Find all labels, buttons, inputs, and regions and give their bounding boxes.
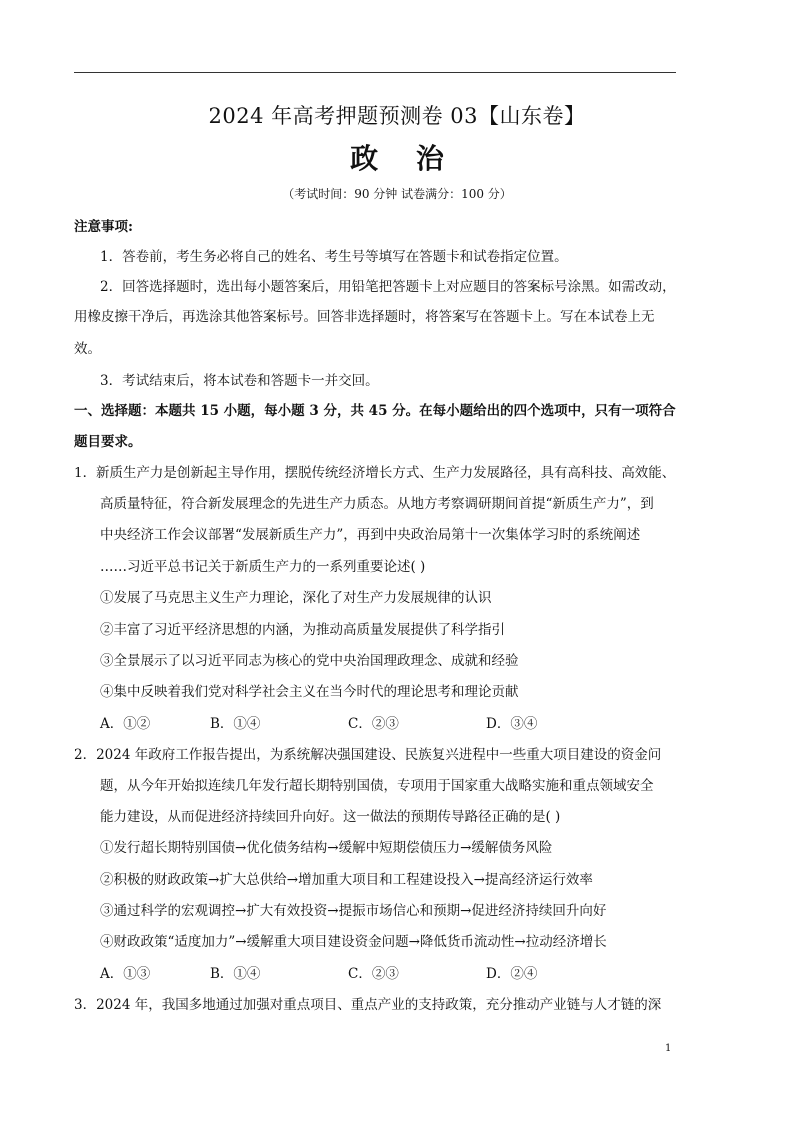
exam-info: （考试时间：90 分钟 试卷满分：100 分） [282,187,512,201]
notice-item-3: 3．考试结束后，将本试卷和答题卡一并交回。 [100,373,379,389]
q3-stem-line-1: 3．2024 年，我国多地通过加强对重点项目、重点产业的支持政策，充分推动产业链与人才链的深 [74,997,662,1013]
subject-title: 政 治 [350,142,458,175]
q2-choice-b[interactable]: B．①④ [210,966,261,982]
q1-statement-1: ①发展了马克思主义生产力理论，深化了对生产力发展规律的认识 [100,590,492,606]
q1-stem-line-1: 1．新质生产力是创新起主导作用，摆脱传统经济增长方式、生产力发展路径，具有高科技、高效能、 [74,465,676,481]
section-heading-line-1: 一、选择题：本题共 15 小题，每小题 3 分，共 45 分。在每小题给出的四个选项中，只有一项符合 [74,403,676,419]
q1-choice-a[interactable]: A．①② [100,716,151,732]
q2-choice-c[interactable]: C．②③ [348,966,399,982]
exam-title: 2024 年高考押题预测卷 03【山东卷】 [208,104,586,128]
q2-choice-a[interactable]: A．①③ [100,966,151,982]
notice-item-2-line-1: 2．回答选择题时，选出每小题答案后，用铅笔把答题卡上对应题目的答案标号涂黑。如需改动， [100,279,676,295]
header-rule [74,72,676,73]
q1-statement-3: ③全景展示了以习近平同志为核心的党中央治国理政理念、成就和经验 [100,653,519,669]
notice-item-1: 1．答卷前，考生务必将自己的姓名、考生号等填写在答题卡和试卷指定位置。 [100,249,568,265]
q1-stem-line-3: 中央经济工作会议部署“发展新质生产力”，再到中央政治局第十一次集体学习时的系统阐述 [100,527,641,543]
section-heading-line-2: 题目要求。 [74,434,142,450]
q1-stem-line-2: 高质量特征，符合新发展理念的先进生产力质态。从地方考察调研期间首提“新质生产力”，到 [100,496,654,512]
notice-heading: 注意事项: [74,219,133,235]
q1-statement-2: ②丰富了习近平经济思想的内涵，为推动高质量发展提供了科学指引 [100,622,505,638]
q1-choice-b[interactable]: B．①④ [210,716,261,732]
q2-choice-d[interactable]: D．②④ [486,966,538,982]
q1-choice-c[interactable]: C．②③ [348,716,399,732]
q2-stem-line-3: 能力建设，从而促进经济持续回升向好。这一做法的预期传导路径正确的是( ) [100,809,561,825]
page-number: 1 [665,1043,672,1054]
q2-stem-line-2: 题，从今年开始拟连续几年发行超长期特别国债，专项用于国家重大战略实施和重点领域安全 [100,778,654,794]
notice-item-2-line-2: 用橡皮擦干净后，再选涂其他答案标号。回答非选择题时，将答案写在答题卡上。写在本试卷上无 [74,309,655,325]
q2-stem-line-1: 2．2024 年政府工作报告提出，为系统解决强国建设、民族复兴进程中一些重大项目建设的资金问 [74,747,662,763]
q2-statement-2: ②积极的财政政策→扩大总供给→增加重大项目和工程建设投入→提高经济运行效率 [100,872,593,888]
q1-choice-d[interactable]: D．③④ [486,716,538,732]
q1-stem-line-4: ……习近平总书记关于新质生产力的一系列重要论述( ) [100,559,426,575]
q2-statement-1: ①发行超长期特别国债→优化债务结构→缓解中短期偿债压力→缓解债务风险 [100,840,553,856]
q2-statement-4: ④财政政策“适度加力”→缓解重大项目建设资金问题→降低货币流动性→拉动经济增长 [100,934,607,950]
q2-statement-3: ③通过科学的宏观调控→扩大有效投资→提振市场信心和预期→促进经济持续回升向好 [100,903,607,919]
q1-statement-4: ④集中反映着我们党对科学社会主义在当今时代的理论思考和理论贡献 [100,684,519,700]
notice-item-2-line-3: 效。 [74,341,101,357]
